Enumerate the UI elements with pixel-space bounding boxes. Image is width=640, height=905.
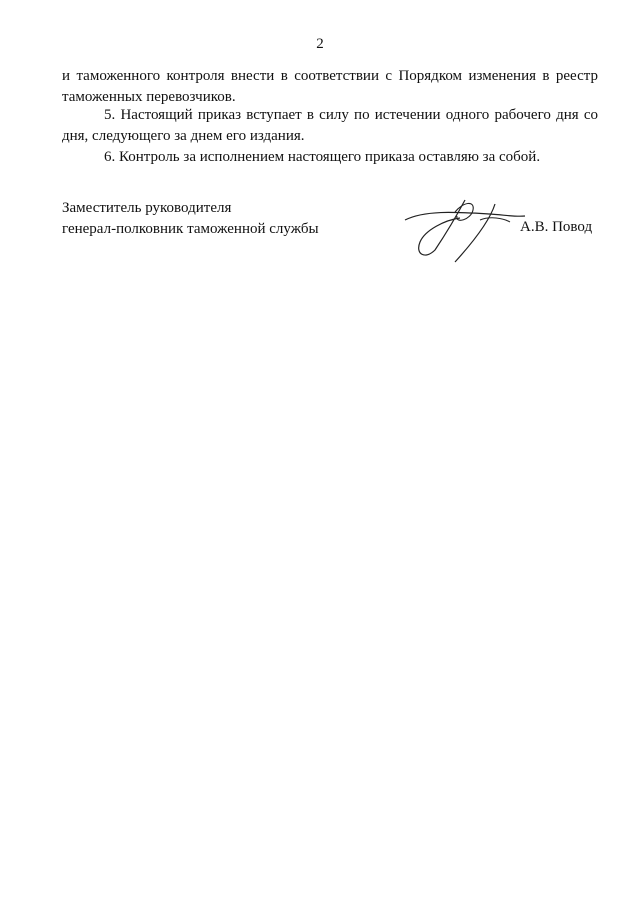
paragraph-item-5: 5. Настоящий приказ вступает в силу по истечении одного рабочего дня со дня, следующего за днем его издания. (62, 107, 598, 144)
signatory-position-line1: Заместитель руководителя (62, 200, 232, 216)
handwritten-signature (395, 190, 530, 265)
paragraph-continuation: и таможенного контроля внести в соответствии с Порядком изменения в реестр таможенных перевозчиков. (62, 68, 598, 105)
signatory-position (62, 198, 319, 240)
signatory-name: А.В. Повод (520, 219, 593, 235)
paragraph-item-6: 6. Контроль за исполнением настоящего приказа оставляю за собой. (104, 149, 541, 165)
page-number: 2 (316, 36, 324, 52)
signatory-position-line2: генерал-полковник таможенной службы (62, 221, 319, 237)
